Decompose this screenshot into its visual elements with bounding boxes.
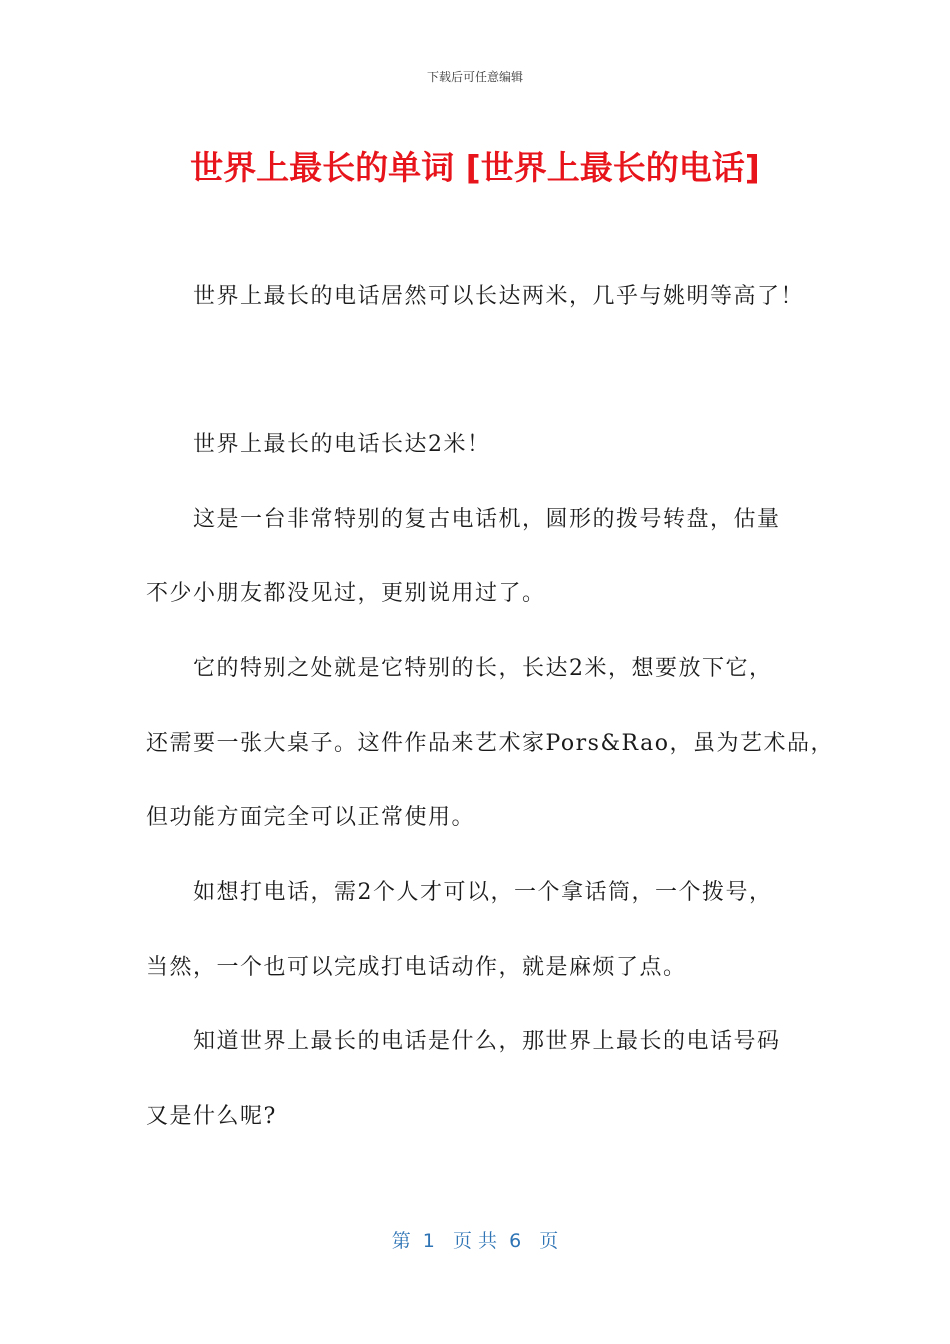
paragraph-line: 这是一台非常特别的复古电话机，圆形的拨号转盘，估量: [193, 507, 781, 532]
header-note: 下载后可任意编辑: [426, 70, 523, 84]
document-title: 世界上最长的单词 [世界上最长的电话]: [190, 148, 760, 187]
paragraph-line: 但功能方面完全可以正常使用。: [146, 805, 476, 830]
paragraph-line: 如想打电话，需2个人才可以，一个拿话筒，一个拨号，: [193, 880, 773, 905]
paragraph-line: 当然，一个也可以完成打电话动作，就是麻烦了点。: [146, 955, 687, 980]
paragraph-line: 它的特别之处就是它特别的长，长达2米，想要放下它，: [193, 656, 773, 681]
paragraph-line: 世界上最长的电话长达2米！: [193, 432, 491, 457]
page-number-footer: 第 1 页 共 6 页: [391, 1230, 559, 1252]
paragraph-line: 又是什么呢?: [146, 1104, 277, 1129]
paragraph-line: 还需要一张大桌子。这件作品来艺术家Pors&Rao，虽为艺术品，: [146, 731, 834, 756]
paragraph-line: 不少小朋友都没见过，更别说用过了。: [146, 581, 546, 606]
paragraph-line: 知道世界上最长的电话是什么，那世界上最长的电话号码: [193, 1029, 781, 1054]
paragraph-line: 世界上最长的电话居然可以长达两米，几乎与姚明等高了！: [193, 284, 805, 309]
